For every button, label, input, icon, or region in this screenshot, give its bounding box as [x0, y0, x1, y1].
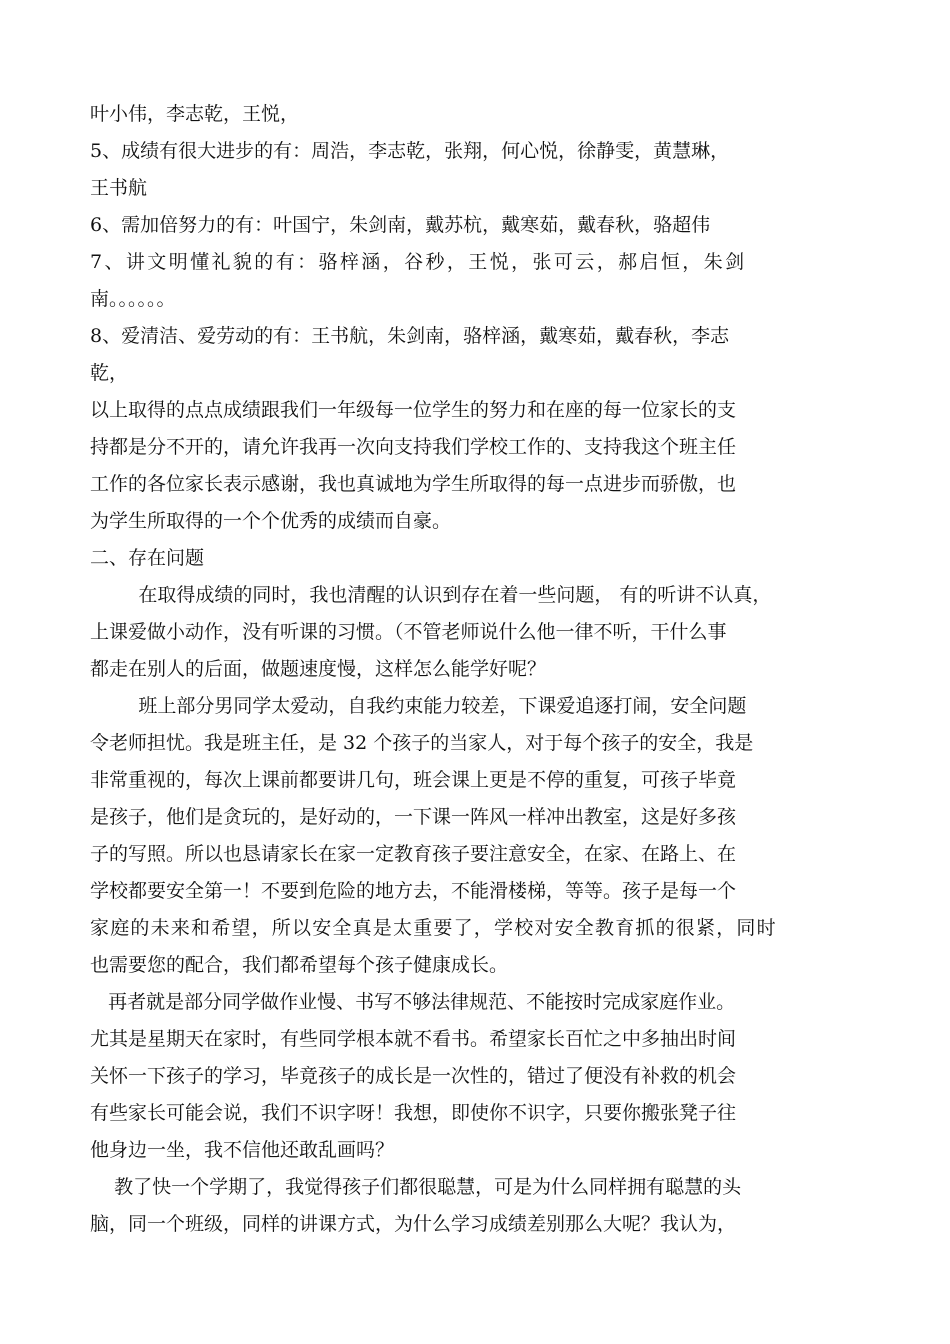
text-line: 是孩子，他们是贪玩的，是好动的，一下课一阵风一样冲出教室，这是好多孩 — [90, 806, 737, 828]
text-line: 持都是分不开的，请允许我再一次向支持我们学校工作的、支持我这个班主任 — [90, 436, 737, 458]
text-line: 叶小伟，李志乾，王悦， — [90, 103, 300, 125]
section-heading: 二、存在问题 — [90, 547, 205, 569]
text-line: 非常重视的，每次上课前都要讲几句，班会课上更是不停的重复，可孩子毕竟 — [90, 769, 737, 791]
text-line: 乾， — [90, 362, 129, 384]
text-line: 以上取得的点点成绩跟我们一年级每一位学生的努力和在座的每一位家长的支 — [90, 399, 737, 421]
document-body — [90, 96, 870, 1243]
text-line: 为学生所取得的一个个优秀的成绩而自豪。 — [90, 510, 452, 532]
text-line: 8、爱清洁、爱劳动的有：王书航，朱剑南，骆梓涵，戴寒茹，戴春秋，李志 — [90, 325, 730, 347]
text-line: 再者就是部分同学做作业慢、书写不够法律规范、不能按时完成家庭作业。 — [90, 991, 736, 1013]
text-line: 脑，同一个班级，同样的讲课方式，为什么学习成绩差别那么大呢？我认为， — [90, 1213, 737, 1235]
text-line: 也需要您的配合，我们都希望每个孩子健康成长。 — [90, 954, 509, 976]
text-line: 教了快一个学期了，我觉得孩子们都很聪慧，可是为什么同样拥有聪慧的头 — [90, 1176, 742, 1198]
text-line: 子的写照。所以也恳请家长在家一定教育孩子要注意安全，在家、在路上、在 — [90, 843, 737, 865]
text-line: 他身边一坐，我不信他还敢乱画吗？ — [90, 1139, 395, 1161]
text-line: 在取得成绩的同时，我也清醒的认识到存在着一些问题， 有的听讲不认真， — [90, 584, 772, 606]
text-line: 家庭的未来和希望，所以安全真是太重要了，学校对安全教育抓的很紧，同时 — [90, 917, 777, 939]
text-line: 上课爱做小动作，没有听课的习惯。（不管老师说什么他一律不听，干什么事 — [90, 621, 727, 643]
text-line: 5、成绩有很大进步的有：周浩，李志乾，张翔，何心悦，徐静雯，黄慧琳， — [90, 140, 730, 162]
text-line: 南。。。。。。 — [90, 288, 176, 310]
text-line: 班上部分男同学太爱动，自我约束能力较差，下课爱追逐打闹，安全问题 — [90, 695, 747, 717]
text-line: 工作的各位家长表示感谢，我也真诚地为学生所取得的每一点进步而骄傲，也 — [90, 473, 737, 495]
text-line: 7、讲文明懂礼貌的有：骆梓涵，谷秒，王悦，张可云，郝启恒，朱剑 — [90, 251, 747, 273]
text-line: 都走在别人的后面，做题速度慢，这样怎么能学好呢？ — [90, 658, 547, 680]
text-line: 王书航 — [90, 177, 148, 199]
text-line: 学校都要安全第一！不要到危险的地方去，不能滑楼梯，等等。孩子是每一个 — [90, 880, 737, 902]
text-line: 关怀一下孩子的学习，毕竟孩子的成长是一次性的，错过了便没有补救的机会 — [90, 1065, 737, 1087]
text-line: 有些家长可能会说，我们不识字呀！我想，即使你不识字，只要你搬张凳子往 — [90, 1102, 737, 1124]
text-line: 尤其是星期天在家时，有些同学根本就不看书。希望家长百忙之中多抽出时间 — [90, 1028, 737, 1050]
text-line: 令老师担忧。我是班主任，是 32 个孩子的当家人，对于每个孩子的安全，我是 — [90, 732, 754, 754]
text-line: 6、需加倍努力的有：叶国宁，朱剑南，戴苏杭，戴寒茹，戴春秋，骆超伟 — [90, 214, 711, 236]
